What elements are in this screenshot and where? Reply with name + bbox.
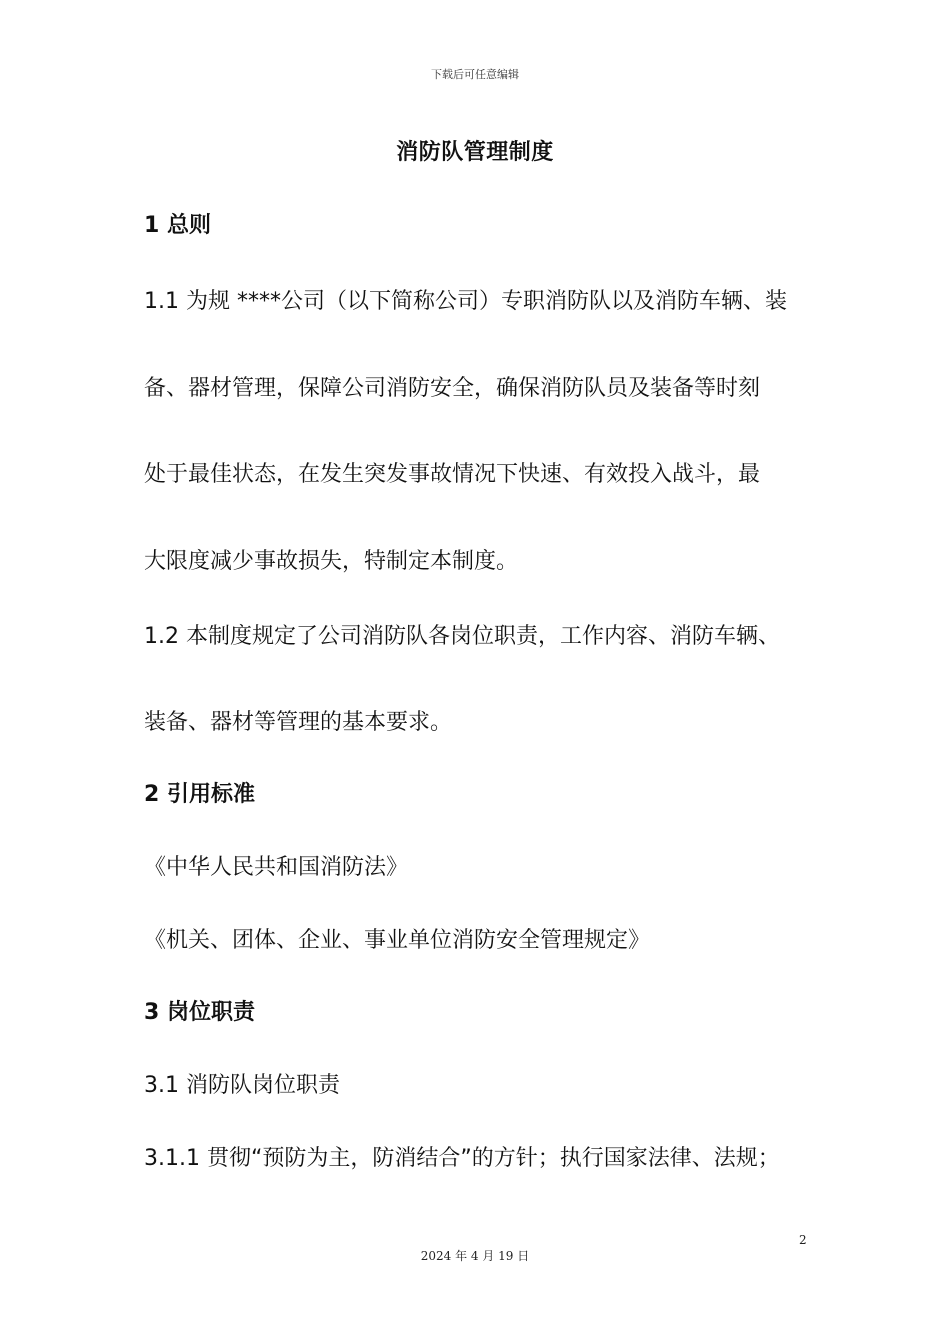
header-note: 下载后可任意编辑	[431, 68, 519, 81]
paragraph-line: 大限度减少事故损失，特制定本制度。	[144, 549, 519, 574]
reference-item: 《中华人民共和国消防法》	[144, 855, 409, 880]
section-heading-general: 1 总则	[144, 213, 211, 238]
section-heading-duties: 3 岗位职责	[144, 1000, 255, 1025]
subsection-heading: 3.1 消防队岗位职责	[144, 1073, 340, 1098]
paragraph-line: 3.1.1 贯彻“预防为主，防消结合”的方针；执行国家法律、法规；	[144, 1146, 780, 1171]
reference-item: 《机关、团体、企业、事业单位消防安全管理规定》	[144, 928, 651, 953]
page-number: 2	[799, 1233, 807, 1247]
paragraph-line: 1.1 为规 ****公司（以下简称公司）专职消防队以及消防车辆、装	[144, 289, 787, 314]
paragraph-line: 1.2 本制度规定了公司消防队各岗位职责，工作内容、消防车辆、	[144, 624, 780, 649]
section-heading-references: 2 引用标准	[144, 782, 255, 807]
footer-date: 2024 年 4 月 19 日	[420, 1249, 530, 1263]
paragraph-line: 装备、器材等管理的基本要求。	[144, 710, 453, 735]
paragraph-line: 备、器材管理，保障公司消防安全，确保消防队员及装备等时刻	[144, 376, 761, 401]
document-title: 消防队管理制度	[396, 140, 554, 165]
paragraph-line: 处于最佳状态，在发生突发事故情况下快速、有效投入战斗，最	[144, 462, 761, 487]
